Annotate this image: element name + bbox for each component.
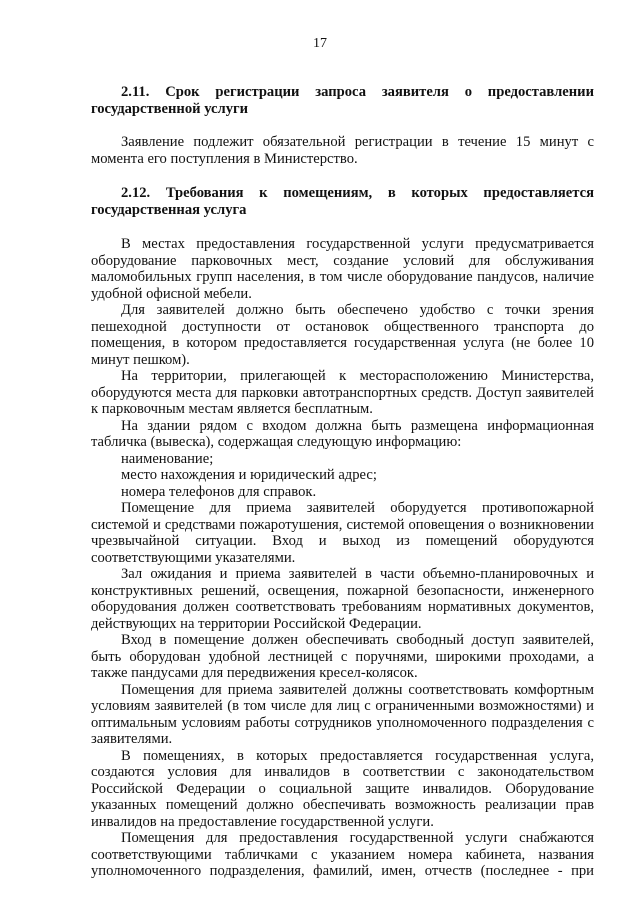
paragraph: Для заявителей должно быть обеспечено удобство с точки зрения пешеходной доступности от остановок общественного транспорта до помещения, в котором предоставляется государственная услуга (не более 10 минут пешком). [91, 302, 594, 368]
paragraph: На территории, прилегающей к месторасположению Министерства, оборудуются места для парковки автотранспортных средств. Доступ заявителей к парковочным местам является бесплатным. [91, 368, 594, 417]
paragraph: Помещения для предоставления государственной услуги снабжаются соответствующими табличками с указанием номера кабинета, названия уполномоченного подразделения, фамилий, имен, отчеств (последнее - при [91, 830, 594, 879]
paragraph: На здании рядом с входом должна быть размещена информационная табличка (вывеска), содержащая следующую информацию: [91, 417, 594, 450]
paragraph: Вход в помещение должен обеспечивать свободный доступ заявителей, быть оборудован удобной лестницей с поручнями, широкими проходами, а также пандусами для передвижения кресел-колясок. [91, 632, 594, 681]
list-item: номера телефонов для справок. [121, 483, 317, 500]
section-2-11-paragraph: Заявление подлежит обязательной регистрации в течение 15 минут с момента его поступления в Министерство. [91, 134, 594, 167]
list-item: наименование; [121, 450, 214, 467]
section-2-11-heading: 2.11. Срок регистрации запроса заявителя о предоставлении государственной услуги [91, 84, 594, 117]
paragraph: В местах предоставления государственной услуги предусматривается оборудование парковочных мест, создание условий для обслуживания маломобильных групп населения, в том числе оборудование пандусов, наличие удобной офисной мебели. [91, 236, 594, 302]
list-item: место нахождения и юридический адрес; [121, 467, 377, 483]
paragraph: В помещениях, в которых предоставляется государственная услуга, создаются условия для инвалидов в соответствии с законодательством Российской Федерации о социальной защите инвалидов. Оборудование указанных помещений должно обеспечивать возможность реализации прав инвалидов на предоставление государственной услуги. [91, 747, 594, 830]
section-2-12-heading: 2.12. Требования к помещениям, в которых предоставляется государственная услуга [91, 185, 594, 218]
paragraph: Зал ожидания и приема заявителей в части объемно-планировочных и конструктивных решений, освещения, пожарной безопасности, инженерного оборудования должен соответствовать требованиям нормативных документов, действующих на территории Российской Федерации. [91, 566, 594, 632]
document-body [91, 84, 594, 880]
paragraph: Помещение для приема заявителей оборудуется противопожарной системой и средствами пожаротушения, системой оповещения о возникновении чрезвычайной ситуации. Вход и выход из помещений оборудуются соответствующими указателями. [91, 500, 594, 566]
paragraph: Помещения для приема заявителей должны соответствовать комфортным условиям заявителей (в том числе для лиц с ограниченными возможностями) и оптимальным условиям работы сотрудников уполномоченного подразделения с заявителями. [91, 681, 594, 747]
page-number: 17 [313, 36, 327, 51]
